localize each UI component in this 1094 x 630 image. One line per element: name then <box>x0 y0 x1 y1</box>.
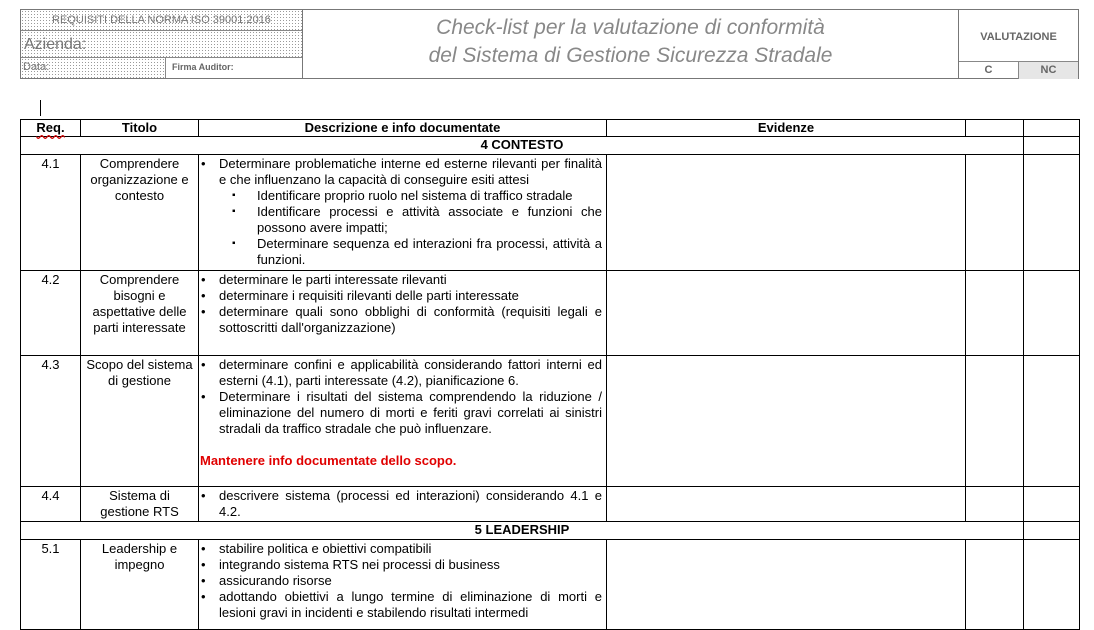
title-cell: Leadership e impegno <box>81 540 199 630</box>
table-row <box>21 540 1080 630</box>
c-cell[interactable] <box>966 271 1024 356</box>
list-item: • integrando sistema RTS nei processi di business <box>199 557 602 573</box>
evidence-cell[interactable] <box>607 540 966 630</box>
valutazione-label: VALUTAZIONE <box>959 10 1078 62</box>
req-cell: 4.2 <box>21 271 81 356</box>
table-row <box>21 356 1080 487</box>
req-cell: 5.1 <box>21 540 81 630</box>
req-cell: 4.3 <box>21 356 81 487</box>
c-cell[interactable] <box>966 540 1024 630</box>
checklist-table <box>20 119 1080 630</box>
sub-list-item: ▪ Determinare sequenza ed interazioni fra processi, attività a funzioni. <box>199 236 602 268</box>
col-req: Req. <box>21 120 81 137</box>
note-text: Mantenere info documentate dello scopo. <box>200 453 457 468</box>
text-cursor <box>40 100 41 116</box>
nc-label: NC <box>1019 62 1078 79</box>
evidence-cell[interactable] <box>607 356 966 487</box>
section-title: 4 CONTESTO <box>21 137 1024 155</box>
evidence-cell[interactable] <box>607 271 966 356</box>
description-cell <box>199 155 607 271</box>
col-nc <box>1024 120 1080 137</box>
description-cell <box>199 356 607 487</box>
evidence-cell[interactable] <box>607 155 966 271</box>
c-cell[interactable] <box>966 356 1024 487</box>
nc-cell[interactable] <box>1024 155 1080 271</box>
col-evidenze: Evidenze <box>607 120 966 137</box>
list-item: • descrivere sistema (processi ed interazioni) considerando 4.1 e 4.2. <box>199 488 602 520</box>
valutazione-box <box>958 9 1079 79</box>
list-item: • determinare i requisiti rilevanti delle parti interessate <box>199 288 602 304</box>
description-cell <box>199 271 607 356</box>
section-title: 5 LEADERSHIP <box>21 522 1024 540</box>
title-cell: Sistema di gestione RTS <box>81 487 199 522</box>
date-field[interactable]: Data: <box>21 58 166 78</box>
document-title <box>303 9 958 79</box>
col-c <box>966 120 1024 137</box>
req-cell: 4.1 <box>21 155 81 271</box>
sub-list-item: ▪ Identificare processi e attività associate e funzioni che possono avere impatti; <box>199 204 602 236</box>
nc-cell[interactable] <box>1024 271 1080 356</box>
nc-cell[interactable] <box>1024 487 1080 522</box>
company-field[interactable]: Azienda: <box>21 31 302 58</box>
evidence-cell[interactable] <box>607 487 966 522</box>
c-cell[interactable] <box>966 487 1024 522</box>
auditor-signature-field[interactable]: Firma Auditor: <box>172 62 234 72</box>
section-row <box>21 137 1080 155</box>
nc-cell[interactable] <box>1024 356 1080 487</box>
req-cell: 4.4 <box>21 487 81 522</box>
title-cell: Comprendere bisogni e aspettative delle parti interessate <box>81 271 199 356</box>
list-item: • assicurando risorse <box>199 573 602 589</box>
list-item: • adottando obiettivi a lungo termine di eliminazione di morti e lesioni gravi in incidenti e stabilendo risultati intermedi <box>199 589 602 621</box>
header-info-box <box>20 9 303 79</box>
description-cell <box>199 487 607 522</box>
c-label: C <box>959 62 1019 79</box>
col-descrizione: Descrizione e info documentate <box>199 120 607 137</box>
title-cell: Comprendere organizzazione e contesto <box>81 155 199 271</box>
nc-cell[interactable] <box>1024 540 1080 630</box>
table-row <box>21 155 1080 271</box>
table-row <box>21 487 1080 522</box>
sub-list-item: ▪ Identificare proprio ruolo nel sistema di traffico stradale <box>199 188 602 204</box>
section-row <box>21 522 1080 540</box>
list-item: • determinare quali sono obblighi di conformità (requisiti legali e sottoscritti dall'organizzazione) <box>199 304 602 336</box>
list-item: • Determinare problematiche interne ed esterne rilevanti per finalità e che influenzano la capacità di conseguire esiti attesi <box>199 156 602 188</box>
list-item: • stabilire politica e obiettivi compatibili <box>199 541 602 557</box>
title-line-1: Check-list per la valutazione di conformità <box>436 16 825 39</box>
list-item: • determinare confini e applicabilità considerando fattori interni ed esterni (4.1), parti interessate (4.2), pianificazione 6. <box>199 357 602 389</box>
title-cell: Scopo del sistema di gestione <box>81 356 199 487</box>
title-line-2: del Sistema di Gestione Sicurezza Stradale <box>428 44 833 67</box>
table-header-row <box>21 120 1080 137</box>
description-cell <box>199 540 607 630</box>
c-cell[interactable] <box>966 155 1024 271</box>
norm-label: REQUISITI DELLA NORMA ISO 39001:2016 <box>21 10 302 31</box>
col-titolo: Titolo <box>81 120 199 137</box>
list-item: • determinare le parti interessate rilevanti <box>199 272 602 288</box>
list-item: • Determinare i risultati del sistema comprendendo la riduzione / eliminazione del numero di morti e feriti gravi correlati ai sinistri stradali da traffico stradale che può influenzare. <box>199 389 602 437</box>
table-row <box>21 271 1080 356</box>
